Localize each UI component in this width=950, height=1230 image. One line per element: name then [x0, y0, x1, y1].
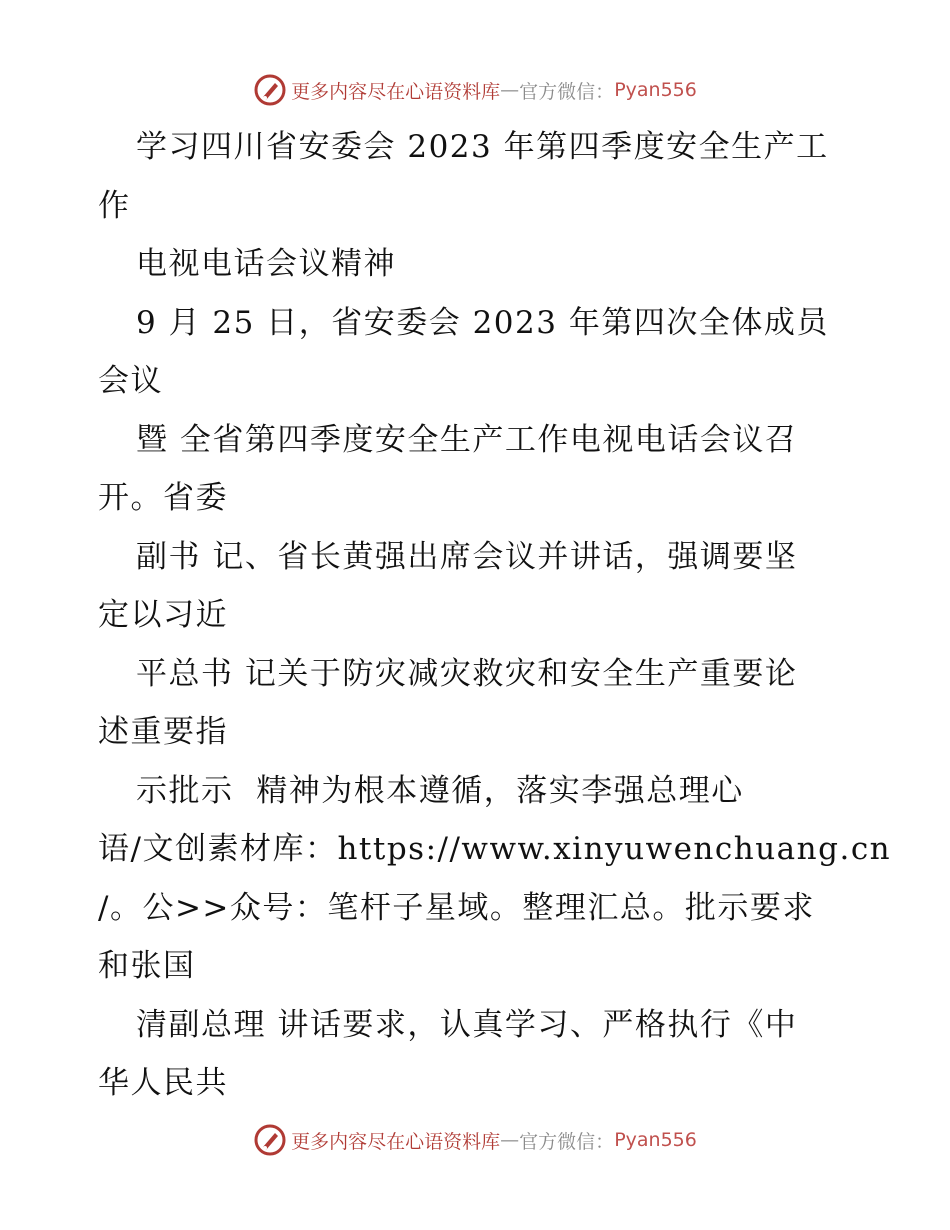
document-text-line: 定以习近: [98, 597, 228, 633]
pen-circle-logo-icon: [253, 1123, 287, 1157]
pen-circle-logo-icon: [253, 73, 287, 107]
banner-official-label: 官方微信：: [519, 80, 615, 103]
document-text-line: 语/文创素材库：https://www.xinyuwenchuang.cn: [98, 831, 892, 867]
document-text-line: 和张国: [98, 948, 196, 984]
banner-official-label: 官方微信：: [519, 1130, 615, 1153]
document-text-line: /。公>>众号：笔杆子星域。整理汇总。批示要求: [98, 889, 815, 926]
document-text-line: 副书 记、省长黄强出席会议并讲话，强调要坚: [136, 538, 798, 575]
document-text-line: 示批示 精神为根本遵循，落实李强总理心: [136, 772, 744, 809]
document-text-line: 暨 全省第四季度安全生产工作电视电话会议召: [136, 421, 798, 458]
document-text-line: 电视电话会议精神: [136, 246, 396, 282]
banner-wechat-id: Pyan556: [614, 1129, 697, 1151]
document-text-line: 会议: [98, 363, 163, 399]
banner-wechat-id: Pyan556: [614, 79, 697, 101]
banner-separator: —: [500, 1129, 520, 1151]
document-text-line: 清副总理 讲话要求，认真学习、严格执行《中: [136, 1006, 798, 1043]
document-body: [98, 118, 892, 1113]
document-text-line: 9 月 25 日，省安委会 2023 年第四次全体成员: [136, 304, 829, 341]
document-text-line: 学习四川省安委会 2023 年第四季度安全生产工: [136, 129, 829, 165]
document-text-line: 平总书 记关于防灾减灾救灾和安全生产重要论: [136, 655, 798, 692]
banner-separator: —: [500, 79, 520, 101]
document-text-line: 华人民共: [98, 1065, 228, 1101]
footer-watermark-banner: [0, 1120, 950, 1160]
banner-main-text: 更多内容尽在心语资料库: [291, 80, 501, 103]
document-text-line: 述重要指: [98, 714, 228, 750]
banner-main-text: 更多内容尽在心语资料库: [291, 1130, 501, 1153]
header-watermark-banner: [0, 70, 950, 110]
document-text-line: 作: [98, 187, 131, 224]
document-text-line: 开。省委: [98, 480, 228, 516]
